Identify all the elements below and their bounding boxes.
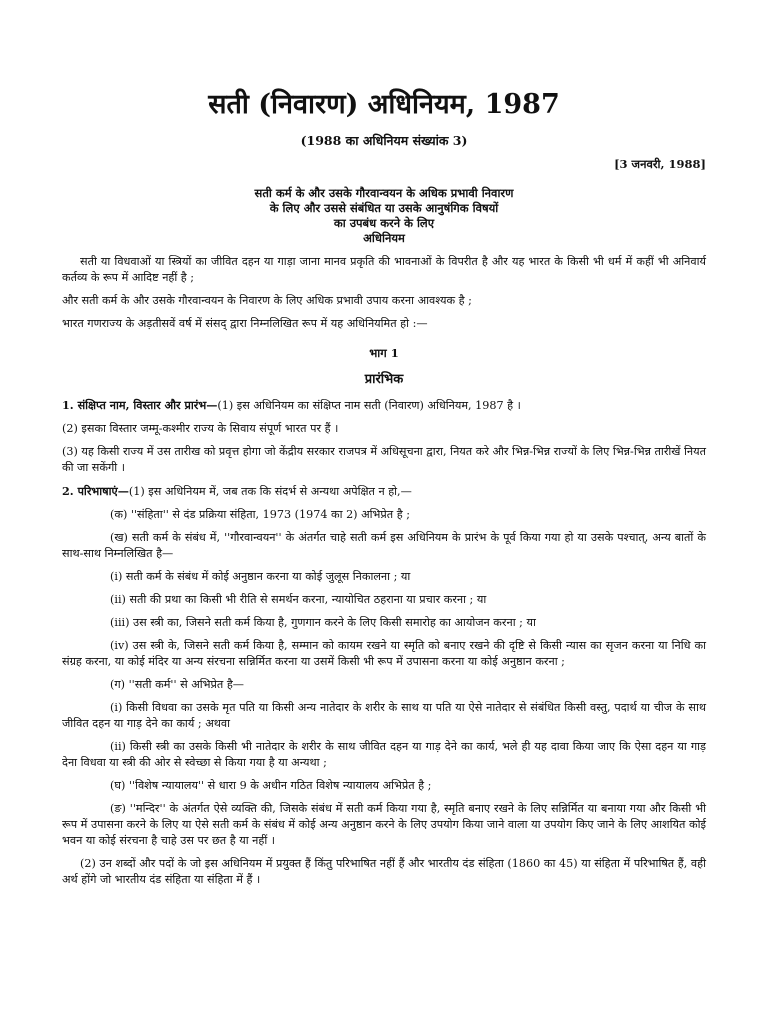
clause-ka: (क) ''संहिता'' से दंड प्रक्रिया संहिता, 1973 (1974 का 2) अभिप्रेत है ;: [110, 508, 410, 521]
clause-kha: (ख) सती कर्म के संबंध में, ''गौरवान्वयन'' के अंतर्गत चाहे सती कर्म इस अधिनियम के प्रारंभ के पूर्व किया गया हो या उसके पश्चात्, अन्य बातों के साथ-साथ निम्नलिखित है—: [62, 531, 706, 560]
sub-clause: (iv) उस स्त्री के, जिसने सती कर्म किया है, सम्मान को कायम रखने या स्मृति को बनाए रखने की दृष्टि से किसी न्यास का सृजन करना या निधि का संग्रह करना, या कोई मंदिर या अन्य संरचना सन्निर्मित करना या उसमें किसी भी रूप में उपासना करना या कोई अनुष्ठान करना ;: [62, 639, 706, 668]
preamble-paragraph: सती या विधवाओं या स्त्रियों का जीवित दहन या गाड़ा जाना मानव प्रकृति की भावनाओं के विपरीत है और यह भारत के किसी भी धर्म में कहीं भी अनिवार्य कर्तव्य के रूप में आदिष्ट नहीं है ;: [62, 255, 706, 284]
clause-nga: (ङ) ''मन्दिर'' के अंतर्गत ऐसे व्यक्ति की, जिसके संबंध में सती कर्म किया गया है, स्मृति बनाए रखने के लिए सन्निर्मित या बनाया गया और किसी भी रूप में उपासना करने के लिए या ऐसे सती कर्म के संबंध में कोई अन्य अनुष्ठान करने के लिए उपयोग किया जाने वाला या उपयोग किए जाने के लिए आशयित कोई भवन या कोई संरचना है चाहे उस पर छत है या नहीं ।: [62, 802, 706, 847]
enacting-clause: भारत गणराज्य के अड़तीसवें वर्ष में संसद् द्वारा निम्नलिखित रूप में यह अधिनियमित हो :—: [62, 317, 428, 330]
chapter-heading: प्रारंभिक: [364, 372, 404, 387]
sub-clause: (i) किसी विधवा का उसके मृत पति या किसी अन्य नातेदार के शरीर के साथ या पति या ऐसे नातेदार से संबंधित किसी वस्तु, पदार्थ या चीज के साथ जीवित दहन या गाड़ देने का कार्य ; अथवा: [62, 701, 706, 730]
section-heading: 1. संक्षिप्त नाम, विस्तार और प्रारंभ—: [62, 398, 218, 412]
sub-clause: (ii) किसी स्त्री का उसके किसी भी नातेदार के शरीर के साथ जीवित दहन या गाड़ देने का कार्य, भले ही यह दावा किया जाए कि ऐसा दहन या गाड़ देना विधवा या स्त्री की ओर से स्वेच्छा से किया गया है या अन्यथा ;: [62, 740, 706, 769]
section-text: (1) इस अधिनियम में, जब तक कि संदर्भ से अन्यथा अपेक्षित न हो,—: [128, 485, 412, 498]
section-heading: 2. परिभाषाएं—: [62, 484, 129, 498]
part-heading: भाग 1: [369, 346, 399, 360]
long-title-line: का उपबंध करने के लिए: [333, 216, 435, 230]
sub-clause: (i) सती कर्म के संबंध में कोई अनुष्ठान करना या कोई जुलूस निकालना ; या: [110, 570, 411, 583]
section-1-sub-3: (3) यह किसी राज्य में उस तारीख को प्रवृत्त होगा जो केंद्रीय सरकार राजपत्र में अधिसूचना द्वारा, नियत करे और भिन्न-भिन्न राज्यों के लिए भिन्न-भिन्न तारीखें नियत की जा सकेंगी ।: [62, 445, 706, 474]
clause-gha: (घ) ''विशेष न्यायालय'' से धारा 9 के अधीन गठित विशेष न्यायालय अभिप्रेत है ;: [110, 779, 432, 792]
long-title-line: के लिए और उससे संबंधित या उसके आनुषंगिक विषयों: [269, 201, 499, 215]
section-text: (1) इस अधिनियम का संक्षिप्त नाम सती (निवारण) अधिनियम, 1987 है ।: [217, 399, 521, 412]
act-date: [3 जनवरी, 1988]: [614, 157, 706, 171]
act-number: (1988 का अधिनियम संख्यांक 3): [300, 133, 468, 148]
preamble-paragraph: और सती कर्म के और उसके गौरवान्वयन के निवारण के लिए अधिक प्रभावी उपाय करना आवश्यक है ;: [62, 294, 472, 307]
long-title-line: अधिनियम: [363, 231, 405, 245]
section-1-sub-2: (2) इसका विस्तार जम्मू-कश्मीर राज्य के सिवाय संपूर्ण भारत पर हैं ।: [62, 422, 339, 435]
section-2-sub-2: (2) उन शब्दों और पदों के जो इस अधिनियम में प्रयुक्त हैं किंतु परिभाषित नहीं हैं और भारतीय दंड संहिता (1860 का 45) या संहिता में परिभाषित हैं, वही अर्थ होंगे जो भारतीय दंड संहिता या संहिता में हैं ।: [62, 857, 706, 886]
section-1: [62, 397, 706, 414]
long-title-line: सती कर्म के और उसके गौरवान्वयन के अधिक प्रभावी निवारण: [254, 186, 514, 200]
act-title: सती (निवारण) अधिनियम, 1987: [208, 89, 560, 120]
long-title: [62, 186, 706, 246]
sub-clause: (iii) उस स्त्री का, जिसने सती कर्म किया है, गुणगान करने के लिए किसी समारोह का आयोजन करना ; या: [110, 616, 536, 629]
sub-clause: (ii) सती की प्रथा का किसी भी रीति से समर्थन करना, न्यायोचित ठहराना या प्रचार करना ; या: [110, 593, 487, 606]
clause-ga: (ग) ''सती कर्म'' से अभिप्रेत है—: [110, 678, 244, 691]
section-2: [62, 483, 706, 500]
